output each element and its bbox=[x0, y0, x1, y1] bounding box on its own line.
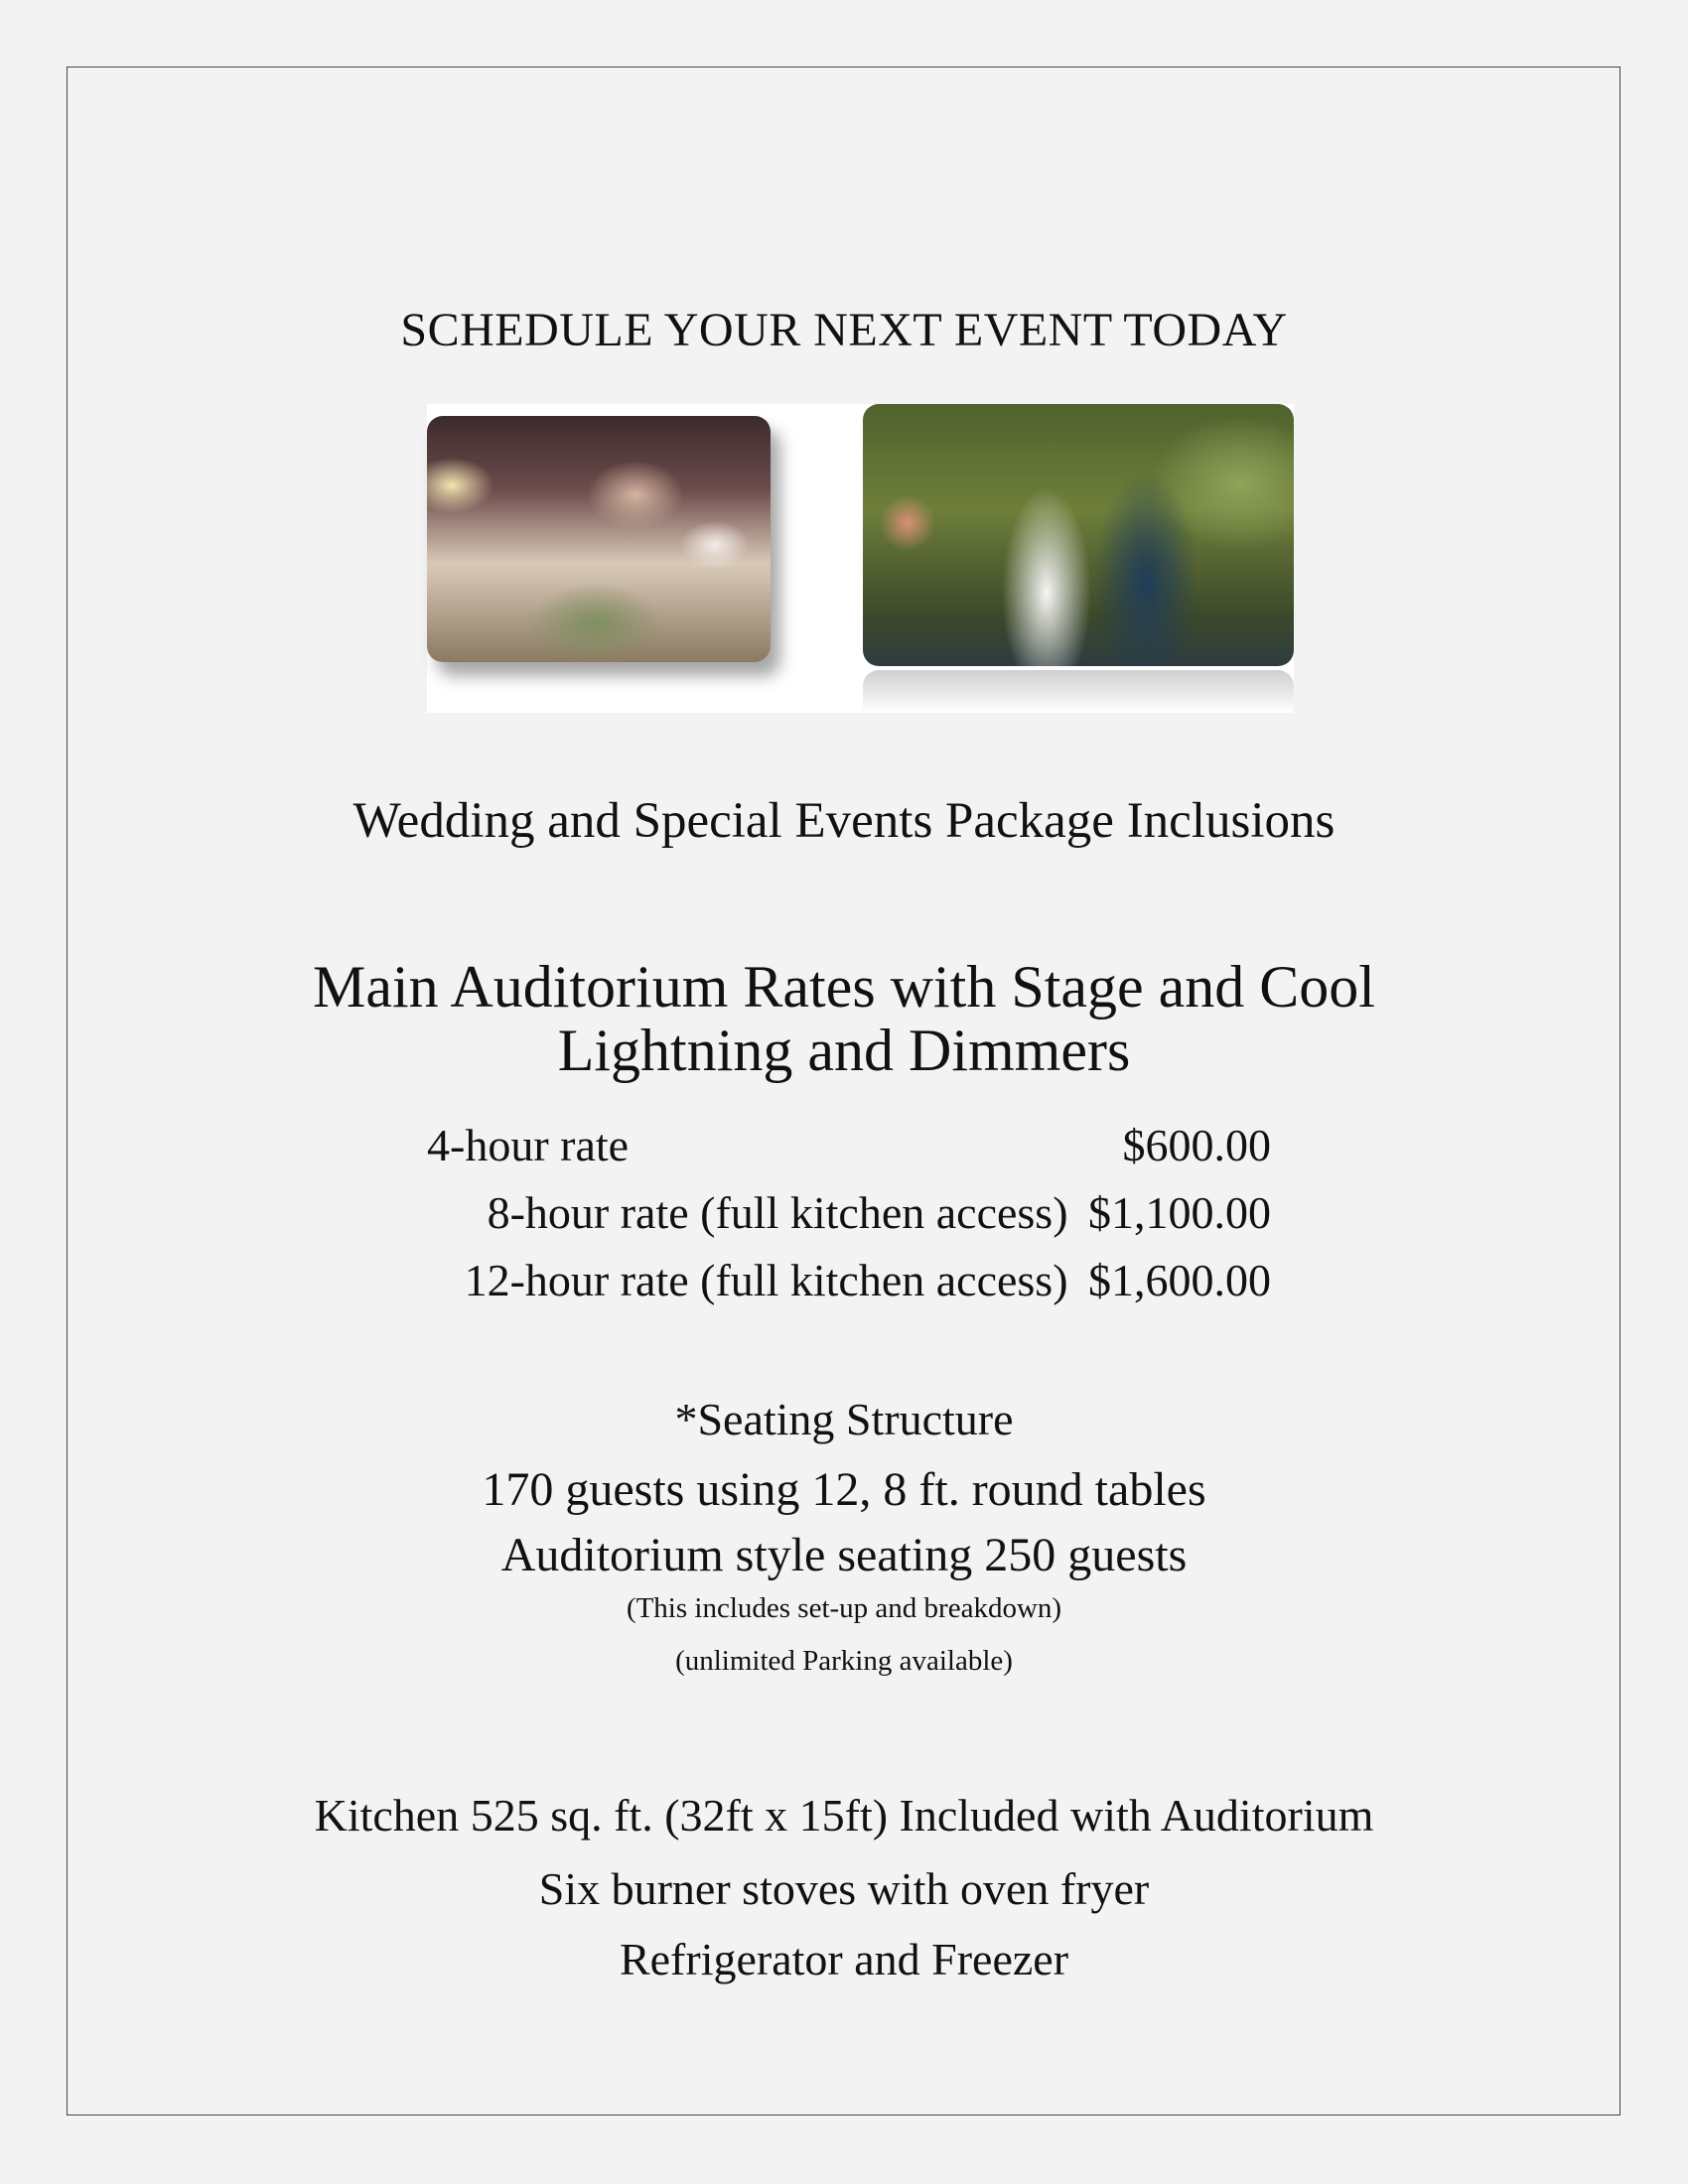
rate-row bbox=[397, 1246, 1271, 1313]
rate-label: 4-hour rate bbox=[427, 1119, 630, 1170]
dinner-reception-photo bbox=[427, 416, 771, 662]
rate-row bbox=[397, 1111, 1271, 1178]
auditorium-title-line-2: Lightning and Dimmers bbox=[557, 1018, 1131, 1083]
rate-price: $1,600.00 bbox=[1088, 1254, 1271, 1305]
rate-price: $1,100.00 bbox=[1088, 1186, 1271, 1238]
kitchen-size: Kitchen 525 sq. ft. (32ft x 15ft) Included with Auditorium bbox=[314, 1790, 1374, 1841]
kitchen-refrigerator: Refrigerator and Freezer bbox=[619, 1934, 1069, 1984]
page-title: SCHEDULE YOUR NEXT EVENT TODAY bbox=[400, 304, 1288, 356]
wedding-couple-photo bbox=[863, 404, 1294, 666]
rate-label: 8-hour rate (full kitchen access) bbox=[487, 1186, 1068, 1238]
seating-round-tables: 170 guests using 12, 8 ft. round tables bbox=[482, 1463, 1206, 1516]
rate-row bbox=[397, 1178, 1271, 1246]
rate-price: $600.00 bbox=[1122, 1119, 1271, 1170]
rates-table bbox=[397, 1111, 1271, 1313]
package-title: Wedding and Special Events Package Inclusions bbox=[352, 793, 1336, 849]
photo-strip bbox=[427, 404, 1294, 713]
auditorium-title-line-1: Main Auditorium Rates with Stage and Cool bbox=[313, 954, 1375, 1020]
wedding-photo-reflection bbox=[863, 670, 1294, 713]
setup-note: (This includes set-up and breakdown) bbox=[626, 1592, 1062, 1624]
seating-auditorium-style: Auditorium style seating 250 guests bbox=[500, 1529, 1188, 1581]
rate-label: 12-hour rate (full kitchen access) bbox=[464, 1254, 1068, 1305]
auditorium-title bbox=[0, 955, 1688, 1082]
parking-note: (unlimited Parking available) bbox=[675, 1645, 1013, 1677]
kitchen-stoves: Six burner stoves with oven fryer bbox=[538, 1863, 1150, 1914]
seating-title: *Seating Structure bbox=[674, 1394, 1014, 1444]
